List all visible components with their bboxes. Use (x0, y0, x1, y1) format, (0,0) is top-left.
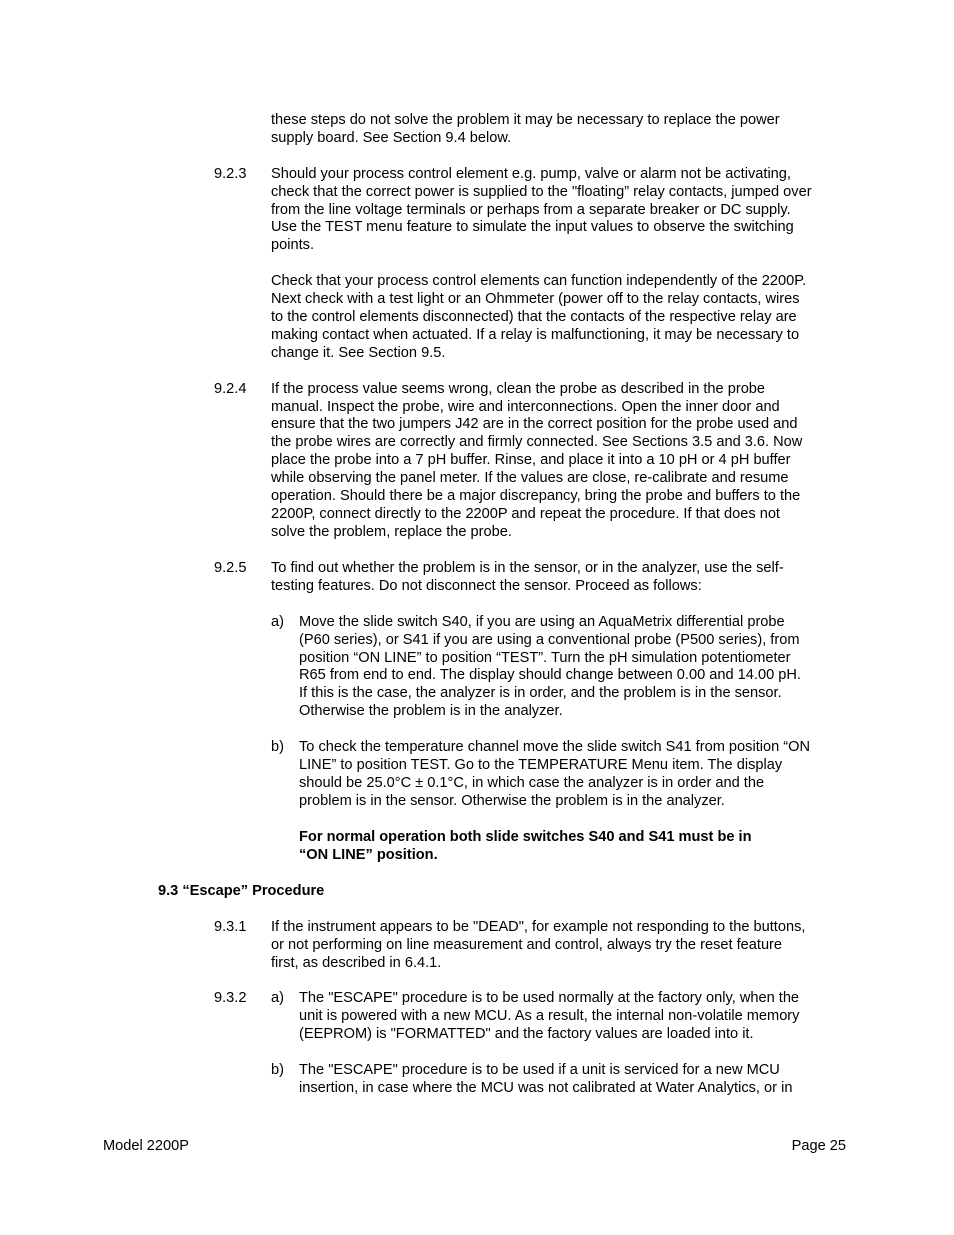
text-line: Use the TEST menu feature to simulate the input values to observe the switching (271, 219, 794, 235)
text-line: If the process value seems wrong, clean the probe as described in the probe (271, 381, 766, 397)
text-line: points. (271, 237, 314, 253)
text-line: solve the problem, replace the probe. (271, 524, 512, 540)
text-line: from the line voltage terminals or perhaps from a separate breaker or DC supply. (271, 202, 791, 218)
bold-note-line: For normal operation both slide switches S40 and S41 must be in (299, 829, 752, 845)
text-line: or not performing on line measurement and control, always try the reset feature (271, 937, 783, 953)
bold-note-line: “ON LINE” position. (299, 847, 438, 863)
footer-model: Model 2200P (103, 1138, 190, 1154)
text-line: should be 25.0°C ± 0.1°C, in which case the analyzer is in order and the (299, 775, 765, 791)
text-line: change it. See Section 9.5. (271, 345, 446, 361)
text-line: (EEPROM) is "FORMATTED" and the factory values are loaded into it. (299, 1026, 754, 1042)
text-line: 2200P, connect directly to the 2200P and repeat the procedure. If that does not (271, 506, 780, 522)
list-letter: b) (271, 1062, 284, 1078)
text-line: To find out whether the problem is in the sensor, or in the analyzer, use the self- (271, 560, 784, 576)
text-line: Move the slide switch S40, if you are using an AquaMetrix differential probe (299, 614, 785, 630)
text-line: unit is powered with a new MCU. As a result, the internal non-volatile memory (299, 1008, 800, 1024)
list-letter: a) (271, 990, 284, 1006)
text-line: If the instrument appears to be "DEAD", for example not responding to the buttons, (271, 919, 806, 935)
text-line: check that the correct power is supplied to the "floating” relay contacts, jumped over (271, 184, 812, 200)
footer-page-number: Page 25 (791, 1138, 846, 1154)
section-number: 9.3.1 (214, 919, 247, 935)
text-line: To check the temperature channel move the slide switch S41 from position “ON (299, 739, 811, 755)
section-number: 9.2.3 (214, 166, 247, 182)
section-heading-9-3: 9.3 “Escape” Procedure (158, 883, 325, 899)
text-line: position “ON LINE” to position “TEST”. Turn the pH simulation potentiometer (299, 650, 791, 666)
section-number: 9.2.5 (214, 560, 247, 576)
text-line: Check that your process control elements can function independently of the 2200P. (271, 273, 807, 289)
text-line: place the probe into a 7 pH buffer. Rinse, and place it into a 10 pH or 4 pH buffer (271, 452, 791, 468)
text-line: these steps do not solve the problem it may be necessary to replace the power (271, 112, 780, 128)
text-line: testing features. Do not disconnect the sensor. Proceed as follows: (271, 578, 702, 594)
list-letter: b) (271, 739, 284, 755)
text-line: making contact when actuated. If a relay is malfunctioning, it may be necessary to (271, 327, 800, 343)
text-line: to the control elements disconnected) that the contacts of the respective relay are (271, 309, 797, 325)
text-line: the probe wires are correctly and firmly connected. See Sections 3.5 and 3.6. Now (271, 434, 803, 450)
text-line: operation. Should there be a major discrepancy, bring the probe and buffers to the (271, 488, 801, 504)
text-line: while observing the panel meter. If the values are close, re-calibrate and resume (271, 470, 789, 486)
section-number: 9.2.4 (214, 381, 247, 397)
text-line: Otherwise the problem is in the analyzer. (299, 703, 563, 719)
text-line: LINE” to position TEST. Go to the TEMPERATURE Menu item. The display (299, 757, 783, 773)
text-line: If this is the case, the analyzer is in order, and the problem is in the sensor. (299, 685, 782, 701)
text-line: R65 from end to end. The display should change between 0.00 and 14.00 pH. (299, 667, 801, 683)
section-number: 9.3.2 (214, 990, 247, 1006)
text-line: first, as described in 6.4.1. (271, 955, 442, 971)
list-letter: a) (271, 614, 284, 630)
text-line: The "ESCAPE" procedure is to be used normally at the factory only, when the (299, 990, 800, 1006)
text-line: supply board. See Section 9.4 below. (271, 130, 512, 146)
text-line: (P60 series), or S41 if you are using a conventional probe (P500 series), from (299, 632, 800, 648)
text-line: Should your process control element e.g. pump, valve or alarm not be activating, (271, 166, 791, 182)
text-line: Next check with a test light or an Ohmmeter (power off to the relay contacts, wires (271, 291, 800, 307)
text-line: The "ESCAPE" procedure is to be used if a unit is serviced for a new MCU (299, 1062, 780, 1078)
text-line: problem is in the sensor. Otherwise the problem is in the analyzer. (299, 793, 725, 809)
text-line: ensure that the two jumpers J42 are in the correct position for the probe used and (271, 416, 798, 432)
text-line: insertion, in case where the MCU was not calibrated at Water Analytics, or in (299, 1080, 793, 1096)
text-line: manual. Inspect the probe, wire and interconnections. Open the inner door and (271, 399, 780, 415)
